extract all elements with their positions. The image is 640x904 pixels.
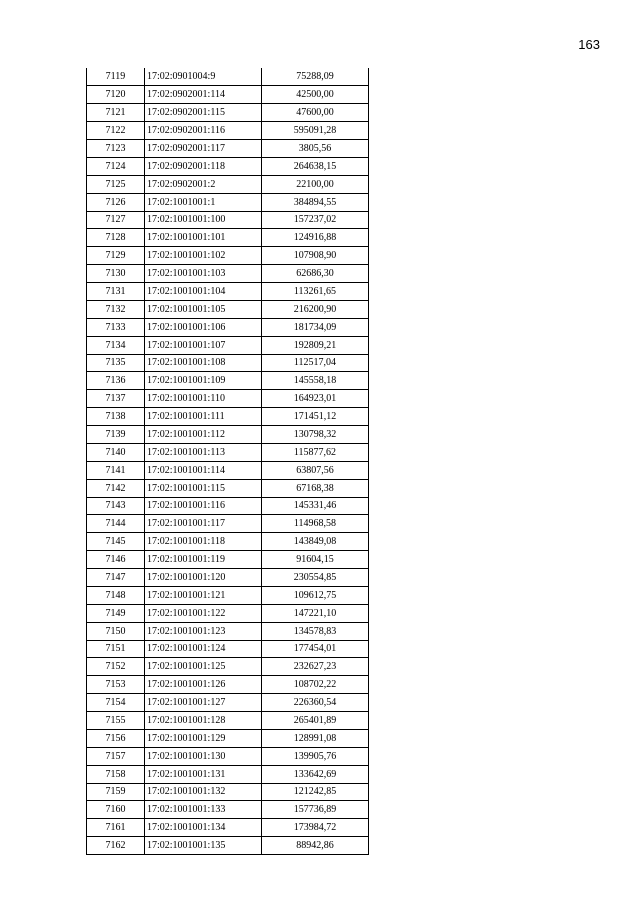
value-cell: 22100,00 — [262, 175, 369, 193]
table-row — [87, 140, 369, 158]
cadastral-number-cell: 17:02:1001001:104 — [145, 283, 262, 301]
row-number-cell: 7153 — [87, 676, 145, 694]
table-row — [87, 122, 369, 140]
row-number-cell: 7133 — [87, 318, 145, 336]
row-number-cell: 7142 — [87, 479, 145, 497]
value-cell: 230554,85 — [262, 569, 369, 587]
value-cell: 216200,90 — [262, 300, 369, 318]
table-row — [87, 354, 369, 372]
row-number-cell: 7156 — [87, 729, 145, 747]
value-cell: 145558,18 — [262, 372, 369, 390]
value-cell: 134578,83 — [262, 622, 369, 640]
cadastral-number-cell: 17:02:1001001:130 — [145, 747, 262, 765]
value-cell: 47600,00 — [262, 104, 369, 122]
table-row — [87, 551, 369, 569]
cadastral-number-cell: 17:02:1001001:1 — [145, 193, 262, 211]
cadastral-number-cell: 17:02:1001001:129 — [145, 729, 262, 747]
row-number-cell: 7155 — [87, 712, 145, 730]
value-cell: 177454,01 — [262, 640, 369, 658]
cadastral-number-cell: 17:02:1001001:115 — [145, 479, 262, 497]
value-cell: 595091,28 — [262, 122, 369, 140]
row-number-cell: 7148 — [87, 586, 145, 604]
table-row — [87, 765, 369, 783]
value-cell: 67168,38 — [262, 479, 369, 497]
cadastral-number-cell: 17:02:1001001:107 — [145, 336, 262, 354]
table-row — [87, 443, 369, 461]
table-row — [87, 569, 369, 587]
table-body — [87, 68, 369, 855]
row-number-cell: 7136 — [87, 372, 145, 390]
cadastral-number-cell: 17:02:1001001:102 — [145, 247, 262, 265]
cadastral-number-cell: 17:02:1001001:112 — [145, 426, 262, 444]
table-row — [87, 211, 369, 229]
row-number-cell: 7123 — [87, 140, 145, 158]
table-row — [87, 461, 369, 479]
value-cell: 157736,89 — [262, 801, 369, 819]
value-cell: 114968,58 — [262, 515, 369, 533]
value-cell: 115877,62 — [262, 443, 369, 461]
table-row — [87, 747, 369, 765]
value-cell: 121242,85 — [262, 783, 369, 801]
cadastral-number-cell: 17:02:1001001:111 — [145, 408, 262, 426]
cadastral-number-cell: 17:02:1001001:117 — [145, 515, 262, 533]
table-row — [87, 712, 369, 730]
row-number-cell: 7139 — [87, 426, 145, 444]
row-number-cell: 7154 — [87, 694, 145, 712]
value-cell: 145331,46 — [262, 497, 369, 515]
value-cell: 91604,15 — [262, 551, 369, 569]
table-row — [87, 479, 369, 497]
table-row — [87, 300, 369, 318]
row-number-cell: 7141 — [87, 461, 145, 479]
value-cell: 157237,02 — [262, 211, 369, 229]
table-row — [87, 157, 369, 175]
row-number-cell: 7130 — [87, 265, 145, 283]
row-number-cell: 7127 — [87, 211, 145, 229]
table-row — [87, 175, 369, 193]
table-row — [87, 193, 369, 211]
row-number-cell: 7157 — [87, 747, 145, 765]
cadastral-number-cell: 17:02:1001001:125 — [145, 658, 262, 676]
table-row — [87, 515, 369, 533]
value-cell: 181734,09 — [262, 318, 369, 336]
table-row — [87, 783, 369, 801]
value-cell: 63807,56 — [262, 461, 369, 479]
cadastral-number-cell: 17:02:1001001:100 — [145, 211, 262, 229]
cadastral-number-cell: 17:02:1001001:132 — [145, 783, 262, 801]
row-number-cell: 7126 — [87, 193, 145, 211]
table-row — [87, 586, 369, 604]
row-number-cell: 7120 — [87, 86, 145, 104]
row-number-cell: 7131 — [87, 283, 145, 301]
cadastral-number-cell: 17:02:1001001:120 — [145, 569, 262, 587]
table-row — [87, 68, 369, 86]
cadastral-number-cell: 17:02:1001001:116 — [145, 497, 262, 515]
row-number-cell: 7149 — [87, 604, 145, 622]
cadastral-number-cell: 17:02:1001001:131 — [145, 765, 262, 783]
cadastral-number-cell: 17:02:1001001:126 — [145, 676, 262, 694]
data-table — [86, 68, 369, 855]
value-cell: 42500,00 — [262, 86, 369, 104]
value-cell: 130798,32 — [262, 426, 369, 444]
table-row — [87, 837, 369, 855]
table-row — [87, 426, 369, 444]
table-row — [87, 622, 369, 640]
value-cell: 128991,08 — [262, 729, 369, 747]
row-number-cell: 7134 — [87, 336, 145, 354]
value-cell: 62686,30 — [262, 265, 369, 283]
cadastral-number-cell: 17:02:0902001:114 — [145, 86, 262, 104]
value-cell: 143849,08 — [262, 533, 369, 551]
value-cell: 264638,15 — [262, 157, 369, 175]
table-row — [87, 336, 369, 354]
row-number-cell: 7143 — [87, 497, 145, 515]
value-cell: 171451,12 — [262, 408, 369, 426]
value-cell: 164923,01 — [262, 390, 369, 408]
table-row — [87, 390, 369, 408]
cadastral-number-cell: 17:02:1001001:103 — [145, 265, 262, 283]
value-cell: 88942,86 — [262, 837, 369, 855]
value-cell: 107908,90 — [262, 247, 369, 265]
value-cell: 173984,72 — [262, 819, 369, 837]
table-row — [87, 372, 369, 390]
table-row — [87, 676, 369, 694]
row-number-cell: 7152 — [87, 658, 145, 676]
cadastral-number-cell: 17:02:0902001:115 — [145, 104, 262, 122]
row-number-cell: 7151 — [87, 640, 145, 658]
cadastral-number-cell: 17:02:1001001:123 — [145, 622, 262, 640]
row-number-cell: 7162 — [87, 837, 145, 855]
value-cell: 112517,04 — [262, 354, 369, 372]
table-row — [87, 104, 369, 122]
row-number-cell: 7135 — [87, 354, 145, 372]
cadastral-number-cell: 17:02:1001001:127 — [145, 694, 262, 712]
table-row — [87, 247, 369, 265]
value-cell: 147221,10 — [262, 604, 369, 622]
cadastral-number-cell: 17:02:1001001:135 — [145, 837, 262, 855]
value-cell: 139905,76 — [262, 747, 369, 765]
row-number-cell: 7140 — [87, 443, 145, 461]
row-number-cell: 7146 — [87, 551, 145, 569]
row-number-cell: 7125 — [87, 175, 145, 193]
cadastral-number-cell: 17:02:1001001:113 — [145, 443, 262, 461]
cadastral-number-cell: 17:02:1001001:122 — [145, 604, 262, 622]
value-cell: 265401,89 — [262, 712, 369, 730]
row-number-cell: 7124 — [87, 157, 145, 175]
cadastral-number-cell: 17:02:1001001:106 — [145, 318, 262, 336]
cadastral-number-cell: 17:02:1001001:109 — [145, 372, 262, 390]
value-cell: 113261,65 — [262, 283, 369, 301]
row-number-cell: 7138 — [87, 408, 145, 426]
page-number: 163 — [578, 37, 600, 52]
row-number-cell: 7132 — [87, 300, 145, 318]
cadastral-number-cell: 17:02:0902001:2 — [145, 175, 262, 193]
table-row — [87, 497, 369, 515]
value-cell: 133642,69 — [262, 765, 369, 783]
value-cell: 108702,22 — [262, 676, 369, 694]
row-number-cell: 7128 — [87, 229, 145, 247]
row-number-cell: 7159 — [87, 783, 145, 801]
table-row — [87, 801, 369, 819]
cadastral-number-cell: 17:02:0902001:117 — [145, 140, 262, 158]
table-row — [87, 604, 369, 622]
cadastral-number-cell: 17:02:1001001:108 — [145, 354, 262, 372]
table-row — [87, 408, 369, 426]
value-cell: 232627,23 — [262, 658, 369, 676]
value-cell: 226360,54 — [262, 694, 369, 712]
table-row — [87, 729, 369, 747]
table-row — [87, 640, 369, 658]
value-cell: 3805,56 — [262, 140, 369, 158]
cadastral-number-cell: 17:02:1001001:118 — [145, 533, 262, 551]
cadastral-number-cell: 17:02:0901004:9 — [145, 68, 262, 86]
table-row — [87, 229, 369, 247]
value-cell: 75288,09 — [262, 68, 369, 86]
row-number-cell: 7160 — [87, 801, 145, 819]
cadastral-number-cell: 17:02:1001001:101 — [145, 229, 262, 247]
row-number-cell: 7129 — [87, 247, 145, 265]
cadastral-number-cell: 17:02:1001001:133 — [145, 801, 262, 819]
table-row — [87, 86, 369, 104]
cadastral-number-cell: 17:02:1001001:121 — [145, 586, 262, 604]
table-row — [87, 533, 369, 551]
table-row — [87, 283, 369, 301]
row-number-cell: 7161 — [87, 819, 145, 837]
table-row — [87, 819, 369, 837]
cadastral-number-cell: 17:02:1001001:110 — [145, 390, 262, 408]
row-number-cell: 7147 — [87, 569, 145, 587]
table-row — [87, 658, 369, 676]
value-cell: 384894,55 — [262, 193, 369, 211]
cadastral-number-cell: 17:02:1001001:124 — [145, 640, 262, 658]
cadastral-number-cell: 17:02:1001001:128 — [145, 712, 262, 730]
cadastral-number-cell: 17:02:0902001:118 — [145, 157, 262, 175]
cadastral-number-cell: 17:02:1001001:119 — [145, 551, 262, 569]
row-number-cell: 7121 — [87, 104, 145, 122]
table-row — [87, 265, 369, 283]
cadastral-number-cell: 17:02:0902001:116 — [145, 122, 262, 140]
row-number-cell: 7119 — [87, 68, 145, 86]
cadastral-number-cell: 17:02:1001001:134 — [145, 819, 262, 837]
row-number-cell: 7122 — [87, 122, 145, 140]
table-row — [87, 694, 369, 712]
row-number-cell: 7150 — [87, 622, 145, 640]
value-cell: 109612,75 — [262, 586, 369, 604]
row-number-cell: 7158 — [87, 765, 145, 783]
row-number-cell: 7145 — [87, 533, 145, 551]
table-row — [87, 318, 369, 336]
value-cell: 124916,88 — [262, 229, 369, 247]
cadastral-number-cell: 17:02:1001001:105 — [145, 300, 262, 318]
row-number-cell: 7144 — [87, 515, 145, 533]
cadastral-number-cell: 17:02:1001001:114 — [145, 461, 262, 479]
row-number-cell: 7137 — [87, 390, 145, 408]
value-cell: 192809,21 — [262, 336, 369, 354]
